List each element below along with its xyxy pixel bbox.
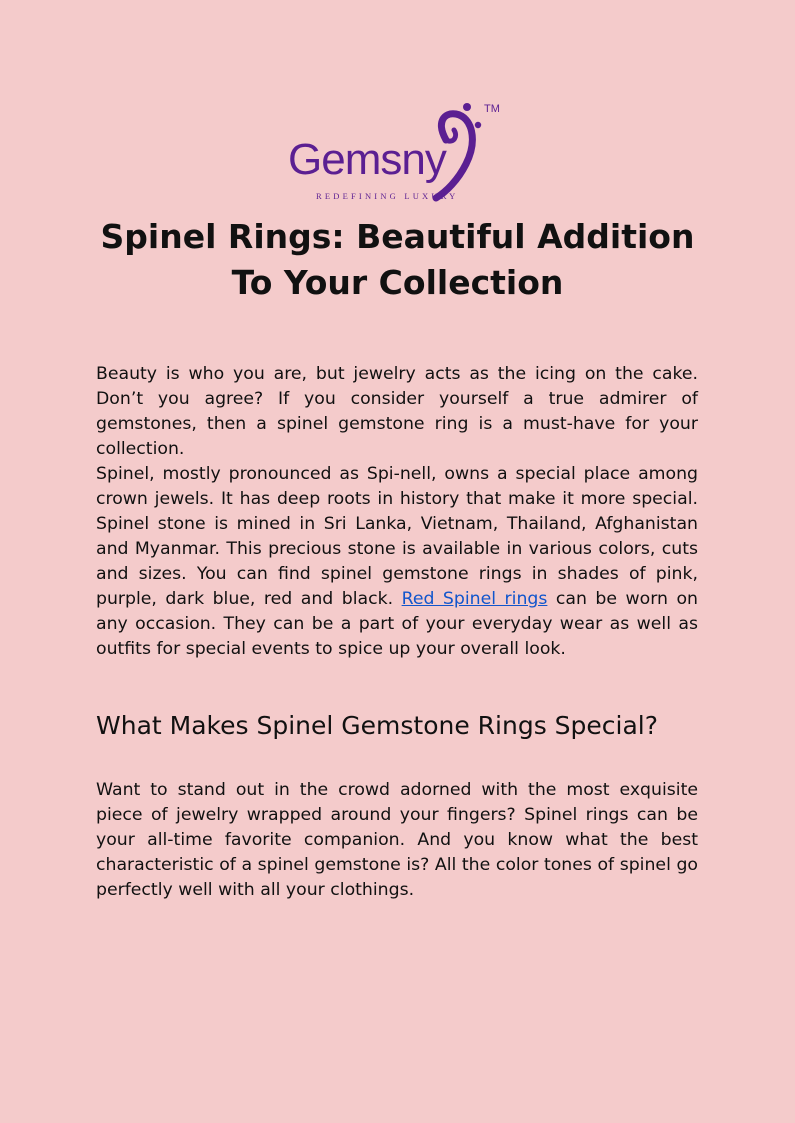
intro-paragraph: Beauty is who you are, but jewelry acts as the icing on the cake. Don’t you agree? If you consider yourself a true admirer of gemstones, then a spinel gemstone ring is a must-have for your collection. <box>96 364 698 459</box>
section-heading: What Makes Spinel Gemstone Rings Special? <box>96 711 659 740</box>
history-paragraph-text-end: can be worn on any occasion. They can be a part of your everyday wear as well as outfits for special events to spice up your overall look. <box>96 589 698 659</box>
history-paragraph-text-start: Spinel, mostly pronounced as Spi-nell, owns a special place among crown jewels. It has deep roots in history that make it more special. Spinel stone is mined in Sri Lanka, Vietnam, Thailand, Afghanistan and Myanmar. This precious stone is available in various colors, cuts and sizes. You can find spinel gemstone rings in shades of pink, purple, dark blue, red and black. <box>96 464 698 609</box>
trademark-symbol: TM <box>484 103 500 115</box>
special-paragraph: Want to stand out in the crowd adorned with the most exquisite piece of jewelry wrapped around your fingers? Spinel rings can be your all-time favorite companion. And you know what the best characteristic of a spinel gemstone is? All the color tones of spinel go perfectly well with all your clothings. <box>96 780 698 900</box>
logo-wordmark: Gemsny <box>288 135 446 184</box>
logo-tagline: REDEFINING LUXURY <box>316 191 459 201</box>
page-title: Spinel Rings: Beautiful Addition To Your Collection <box>100 217 695 302</box>
red-spinel-rings-link[interactable]: Red Spinel rings <box>401 589 548 609</box>
history-paragraph <box>96 462 698 662</box>
brand-logo <box>286 100 516 204</box>
